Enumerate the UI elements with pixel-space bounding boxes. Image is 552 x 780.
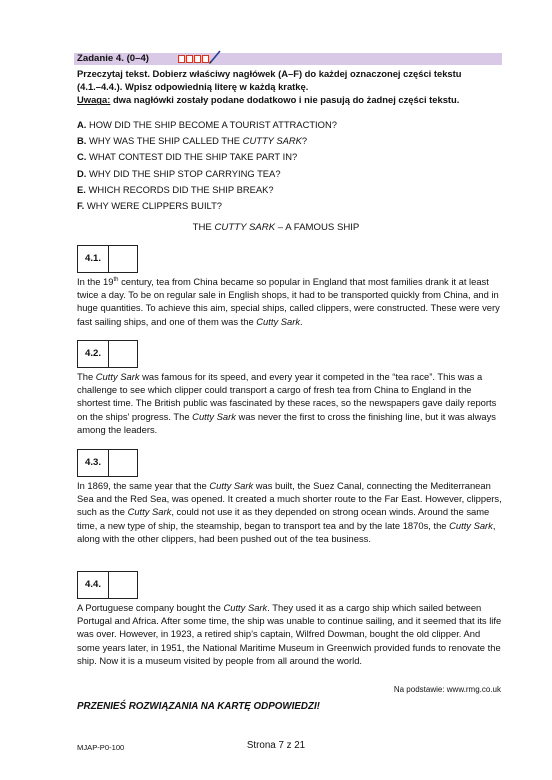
heading-text: WHY WERE CLIPPERS BUILT? (86, 199, 223, 211)
paragraph-4-2: The Cutty Sark was famous for its speed, and every year it competed in the “tea race”. This was a challenge to see which clipper could transport a cargo of fresh tea from China to England in the shortest time. The British public was fascinated by these races, so the newspapers gave daily reports on the ships’ progress. The Cutty Sark was never the first to cross the finishing line, but it was always among the leaders. (77, 371, 497, 435)
answer-box-4-2 (77, 340, 138, 368)
instruction-line: (4.1.–4.4.). Wpisz odpowiednią literę w każdą kratkę. (77, 81, 309, 93)
answer-number: 4.3. (78, 450, 109, 476)
footer-code: MJAP-P0-100 (77, 743, 125, 752)
answer-number: 4.4. (78, 572, 109, 598)
uwaga-label: Uwaga: (77, 94, 111, 106)
answer-number: 4.1. (78, 246, 109, 272)
score-box (194, 55, 201, 63)
heading-letter: C. (77, 151, 87, 163)
task-title: Zadanie 4. (0–4) (77, 53, 149, 65)
answer-input-box[interactable] (109, 341, 137, 367)
task-instruction (77, 67, 505, 107)
heading-item (77, 133, 505, 149)
answer-input-box[interactable] (109, 246, 137, 272)
paragraph-4-3: In 1869, the same year that the Cutty Sark was built, the Suez Canal, connecting the Mediterranean Sea and the Red Sea, was opened. It created a much shorter route to the Far East. However, clippers, such as the Cutty Sark, could not use it as they depended on strong ocean winds. Around the same time, a new type of ship, the steamship, began to transport tea and by the late 1870s, the Cutty Sark, along with the other clippers, had been pushed out of the tea business. (77, 480, 502, 544)
answer-box-4-1 (77, 245, 138, 273)
heading-list (77, 117, 505, 214)
heading-italic: CUTTY SARK (242, 135, 302, 147)
answer-box-4-3 (77, 449, 138, 477)
score-boxes (178, 55, 210, 63)
heading-letter: E. (77, 183, 86, 195)
score-box (186, 55, 193, 63)
heading-text: WHAT CONTEST DID THE SHIP TAKE PART IN? (88, 151, 298, 163)
heading-letter: B. (77, 135, 87, 147)
heading-text: WHICH RECORDS DID THE SHIP BREAK? (88, 183, 274, 195)
paragraph-4-1: In the 19th century, tea from China became so popular in England that most families drank it at least twice a day. To be on regular sale in English shops, it had to be transported quickly from China, and in huge quantities. To achieve this aim, special ships, called clippers, were constructed. These were very fast sailing ships, and one of them was the Cutty Sark. (77, 276, 500, 327)
heading-item (77, 198, 505, 214)
heading-text: HOW DID THE SHIP BECOME A TOURIST ATTRACTION? (88, 119, 337, 130)
uwaga-text: dwa nagłówki zostały podane dodatkowo i nie pasują do żadnej części tekstu. (110, 94, 460, 106)
answer-box-4-4 (77, 571, 138, 599)
instruction-line: Przeczytaj tekst. Dobierz właściwy nagłówek (A–F) do każdej oznaczonej części tekstu (77, 68, 462, 79)
answer-input-box[interactable] (109, 572, 137, 598)
title-part: – A FAMOUS SHIP (275, 222, 360, 233)
uwaga-note (77, 93, 505, 106)
source-note: Na podstawie: www.rmg.co.uk (393, 685, 501, 694)
text-title (0, 221, 552, 234)
pen-icon (208, 50, 222, 64)
heading-letter: D. (77, 167, 87, 179)
heading-item (77, 166, 505, 182)
heading-item (77, 182, 505, 198)
page-number: Strona 7 z 21 (246, 740, 306, 751)
title-part: THE (192, 222, 215, 233)
heading-letter: A. (77, 119, 87, 130)
heading-item (77, 149, 505, 165)
paragraph-4-4: A Portuguese company bought the Cutty Sark. They used it as a cargo ship which sailed between Portugal and Africa. After some time, the ship was unable to continue sailing, and it seemed that its life was over. However, in 1923, a retired ship’s captain, Wilfred Dowman, bought the old clipper. And some years later, in 1951, the National Maritime Museum in Greenwich provided funds to renovate the ship. Now it is a museum visited by people from all around the world. (77, 602, 502, 666)
heading-letter: F. (77, 199, 85, 211)
heading-text: WHY DID THE SHIP STOP CARRYING TEA? (88, 167, 281, 179)
heading-text: WHY WAS THE SHIP CALLED THE (88, 135, 243, 147)
title-italic: CUTTY SARK (214, 222, 276, 233)
answer-number: 4.2. (78, 341, 109, 367)
score-box (178, 55, 185, 63)
answer-input-box[interactable] (109, 450, 137, 476)
heading-text-after: ? (301, 135, 308, 147)
heading-item (77, 117, 505, 133)
task-header-bar (74, 53, 502, 65)
transfer-instruction: PRZENIEŚ ROZWIĄZANIA NA KARTĘ ODPOWIEDZI! (77, 701, 320, 712)
